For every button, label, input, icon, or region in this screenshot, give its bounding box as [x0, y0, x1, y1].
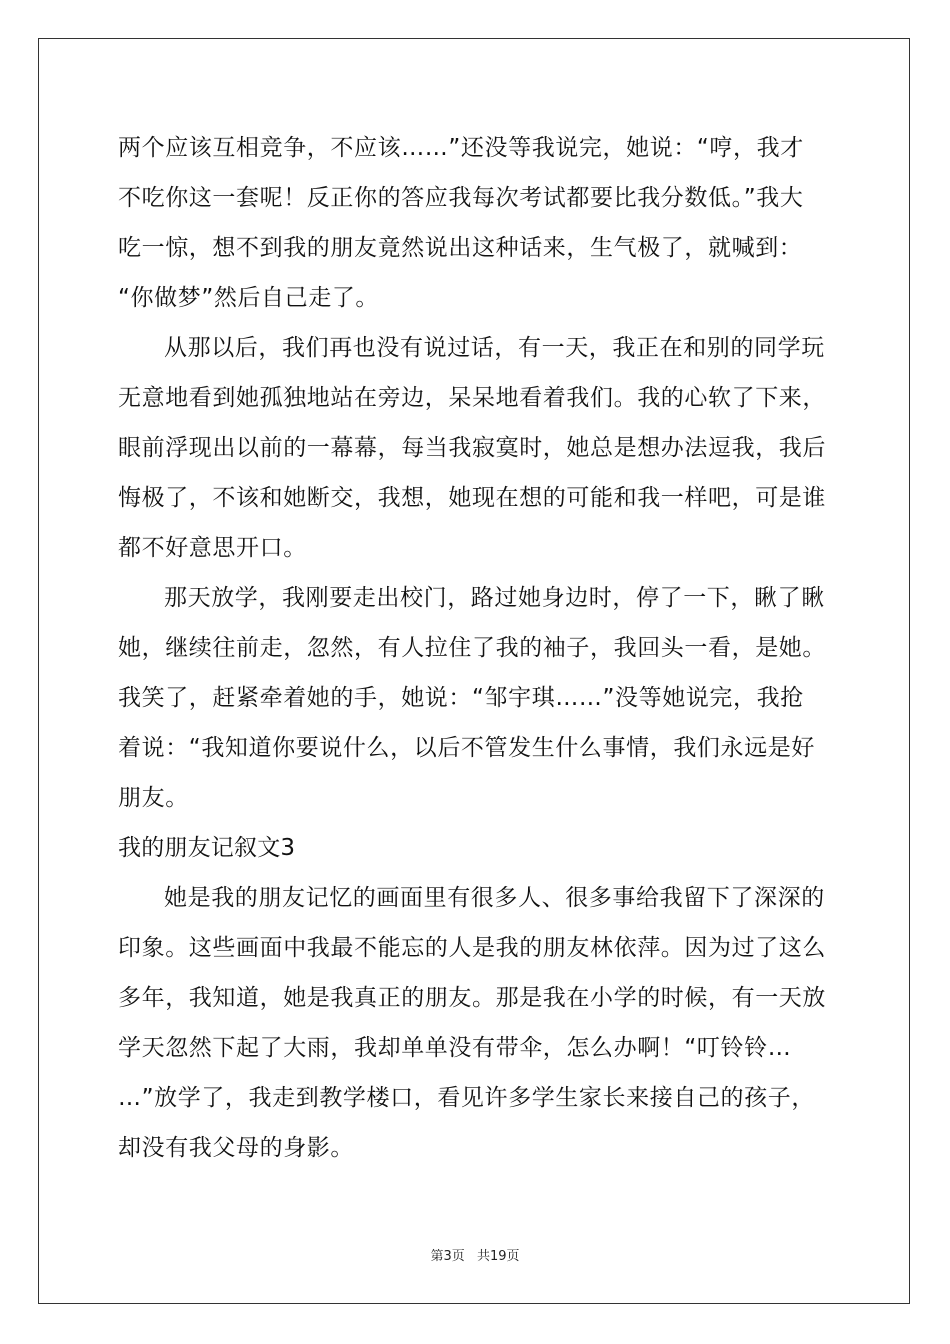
text-line: “你做梦”然后自己走了。 — [118, 285, 380, 311]
text-line: 那天放学，我刚要走出校门，路过她身边时，停了一下，瞅了瞅 — [164, 585, 825, 611]
text-line: 从那以后，我们再也没有说过话，有一天，我正在和别的同学玩 — [164, 335, 825, 361]
text-line: 吃一惊，想不到我的朋友竟然说出这种话来，生气极了，就喊到： — [118, 235, 803, 261]
text-line: 无意地看到她孤独地站在旁边，呆呆地看着我们。我的心软了下来， — [118, 385, 826, 411]
text-line: 我笑了，赶紧牵着她的手，她说：“邹宇琪……”没等她说完，我抢 — [118, 685, 804, 711]
page-footer — [0, 1245, 950, 1264]
text-line: 她是我的朋友记忆的画面里有很多人、很多事给我留下了深深的 — [164, 885, 825, 911]
text-line: 不吃你这一套呢！反正你的答应我每次考试都要比我分数低。”我大 — [118, 185, 804, 211]
section-heading: 我的朋友记叙文3 — [118, 835, 296, 861]
text-line: 印象。这些画面中我最不能忘的人是我的朋友林依萍。因为过了这么 — [118, 935, 826, 961]
text-line: …”放学了，我走到教学楼口，看见许多学生家长来接自己的孩子， — [118, 1085, 815, 1111]
text-line: 却没有我父母的身影。 — [118, 1135, 354, 1161]
page-border — [38, 38, 910, 1304]
text-line: 朋友。 — [118, 785, 189, 811]
text-line: 多年，我知道，她是我真正的朋友。那是我在小学的时候，有一天放 — [118, 985, 826, 1011]
text-line: 她，继续往前走，忽然，有人拉住了我的袖子，我回头一看，是她。 — [118, 635, 826, 661]
text-line: 都不好意思开口。 — [118, 535, 307, 561]
text-line: 学天忽然下起了大雨，我却单单没有带伞，怎么办啊！“叮铃铃… — [118, 1035, 792, 1061]
text-line: 着说：“我知道你要说什么，以后不管发生什么事情，我们永远是好 — [118, 735, 815, 761]
current-page-number: 第3页 — [430, 1249, 465, 1264]
text-line: 眼前浮现出以前的一幕幕，每当我寂寞时，她总是想办法逗我，我后 — [118, 435, 826, 461]
text-line: 悔极了，不该和她断交，我想，她现在想的可能和我一样吧，可是谁 — [118, 485, 826, 511]
total-pages: 共19页 — [476, 1249, 520, 1264]
text-line: 两个应该互相竞争，不应该……”还没等我说完，她说：“哼，我才 — [118, 135, 804, 161]
